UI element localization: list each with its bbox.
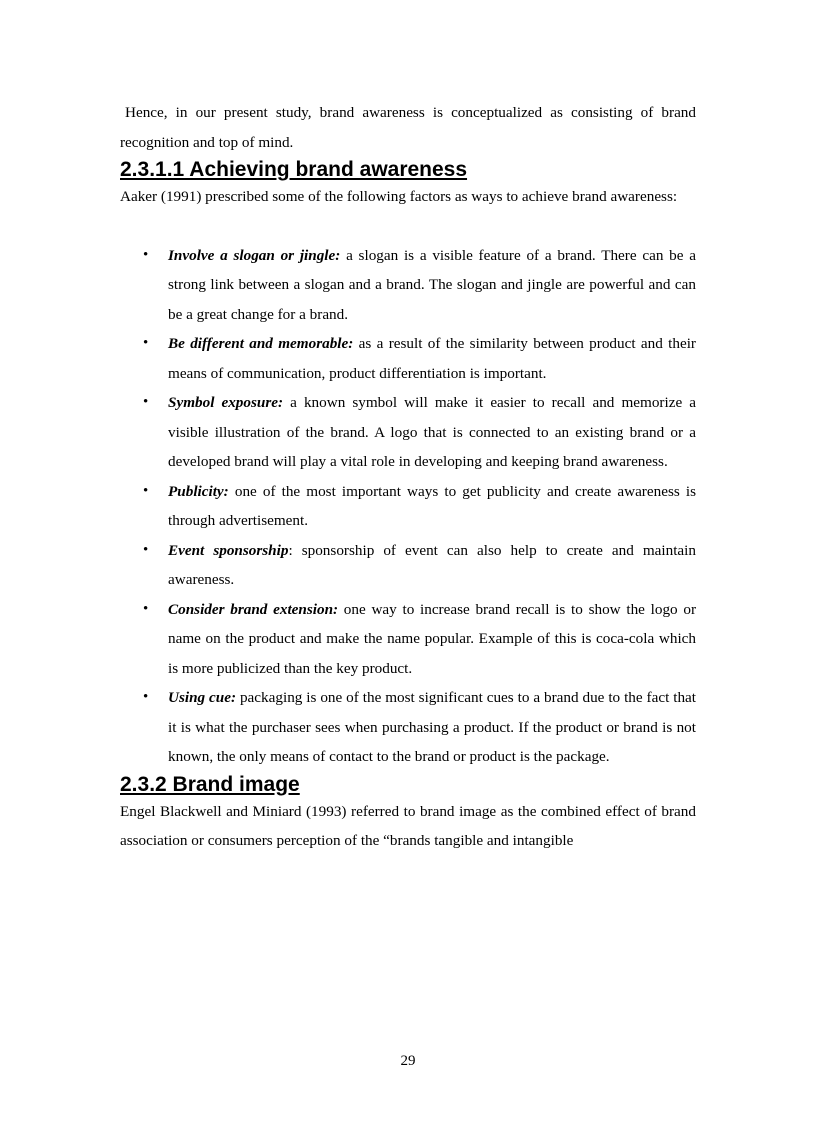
list-item-term: Publicity: — [168, 482, 229, 500]
awareness-factors-list — [120, 241, 696, 772]
list-item-term: Symbol exposure: — [168, 394, 284, 411]
section-lead-paragraph: Aaker (1991) prescribed some of the following factors as ways to achieve brand awareness: — [120, 188, 678, 205]
bullet-icon: • — [143, 246, 149, 263]
list-item-text: a slogan is a visible feature of a brand. There can be a strong link between a slogan and a brand. The slogan and jingle are powerful and can be a great change for a brand. — [168, 246, 696, 323]
list-item-text: a known symbol will make it easier to recall and memorize a visible illustration of the brand. A logo that is connected to an existing brand or a developed brand will play a vital role in developing and keeping brand awareness. — [168, 394, 696, 470]
bullet-icon: • — [143, 335, 149, 351]
bullet-icon: • — [143, 394, 149, 410]
list-item — [120, 595, 696, 684]
list-item-term: Event sponsorship — [168, 541, 289, 559]
list-item-term: Using cue: — [168, 689, 237, 706]
list-item-text: : sponsorship of event can also help to create and maintain awareness. — [168, 541, 696, 588]
page-number: 29 — [400, 1053, 416, 1069]
list-item — [120, 329, 696, 388]
list-item — [120, 241, 696, 330]
bullet-icon: • — [143, 600, 149, 617]
list-item-term: Consider brand extension: — [168, 600, 339, 618]
bullet-icon: • — [143, 689, 149, 705]
list-item-term: Be different and memorable: — [168, 335, 354, 352]
list-item-text: packaging is one of the most significant cues to a brand due to the fact that it is what the purchaser sees when purchasing a product. If the product or brand is not known, the only means of contact to the brand or product is the package. — [168, 689, 696, 765]
list-item-text: one way to increase brand recall is to show the logo or name on the product and make the name popular. Example of this is coca-cola which is more publicized than the key product. — [168, 600, 696, 677]
list-item-text: one of the most important ways to get publicity and create awareness is through advertisement. — [168, 482, 696, 529]
list-item — [120, 477, 696, 536]
section-heading-achieving-brand-awareness: 2.3.1.1 Achieving brand awareness — [120, 158, 468, 181]
list-item-term: Involve a slogan or jingle: — [168, 246, 341, 264]
list-item-text: as a result of the similarity between product and their means of communication, product differentiation is important. — [168, 335, 696, 382]
bullet-icon: • — [143, 541, 149, 558]
list-item — [120, 536, 696, 595]
intro-paragraph: Hence, in our present study, brand awareness is conceptualized as consisting of brand recognition and top of mind. — [120, 104, 696, 151]
document-page — [120, 98, 696, 856]
section-heading-brand-image: 2.3.2 Brand image — [120, 772, 300, 796]
list-item — [120, 388, 696, 477]
list-item — [120, 683, 696, 772]
brand-image-paragraph: Engel Blackwell and Miniard (1993) referred to brand image as the combined effect of brand association or consumers perception of the “brands tangible and intangible — [120, 802, 696, 849]
bullet-icon: • — [143, 482, 149, 499]
